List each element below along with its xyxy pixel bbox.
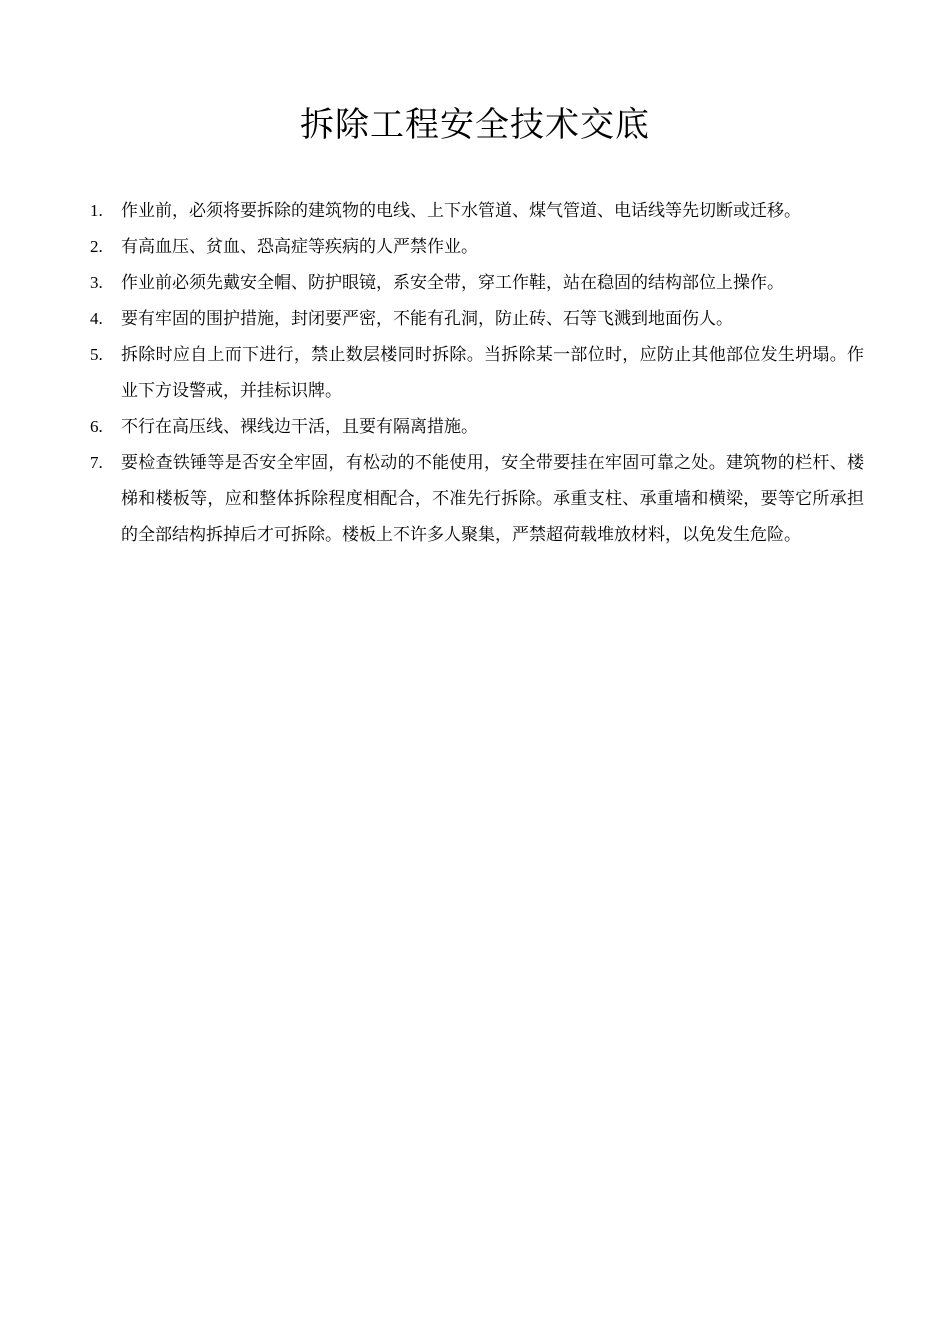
item-text: 拆除时应自上而下进行，禁止数层楼同时拆除。当拆除某一部位时，应防止其他部位发生坍塌。作业下方设警戒，并挂标识牌。 [121, 345, 864, 401]
item-number: 3. [90, 273, 103, 292]
list-item [88, 445, 864, 553]
item-number: 4. [90, 309, 103, 328]
item-text: 作业前，必须将要拆除的建筑物的电线、上下水管道、煤气管道、电话线等先切断或迁移。 [121, 201, 801, 221]
item-number: 2. [90, 237, 103, 256]
item-text: 有高血压、贫血、恐高症等疾病的人严禁作业。 [121, 237, 478, 257]
list-item [88, 229, 864, 265]
item-text: 不行在高压线、裸线边干活，且要有隔离措施。 [121, 417, 478, 437]
item-number: 6. [90, 417, 103, 436]
item-number: 1. [90, 201, 103, 220]
item-number: 7. [90, 453, 103, 472]
item-number: 5. [90, 345, 103, 364]
item-text: 要有牢固的围护措施，封闭要严密，不能有孔洞，防止砖、石等飞溅到地面伤人。 [121, 309, 733, 329]
safety-rules-list [88, 193, 864, 553]
list-item [88, 193, 864, 229]
document-title: 拆除工程安全技术交底 [300, 105, 650, 145]
item-text: 作业前必须先戴安全帽、防护眼镜，系安全带，穿工作鞋，站在稳固的结构部位上操作。 [121, 273, 784, 293]
list-item [88, 265, 864, 301]
item-text: 要检查铁锤等是否安全牢固，有松动的不能使用，安全带要挂在牢固可靠之处。建筑物的栏杆、楼梯和楼板等，应和整体拆除程度相配合，不准先行拆除。承重支柱、承重墙和横梁，要等它所承担的全部结构拆掉后才可拆除。楼板上不许多人聚集，严禁超荷载堆放材料，以免发生危险。 [121, 453, 864, 545]
list-item [88, 301, 864, 337]
list-item [88, 337, 864, 409]
list-item [88, 409, 864, 445]
